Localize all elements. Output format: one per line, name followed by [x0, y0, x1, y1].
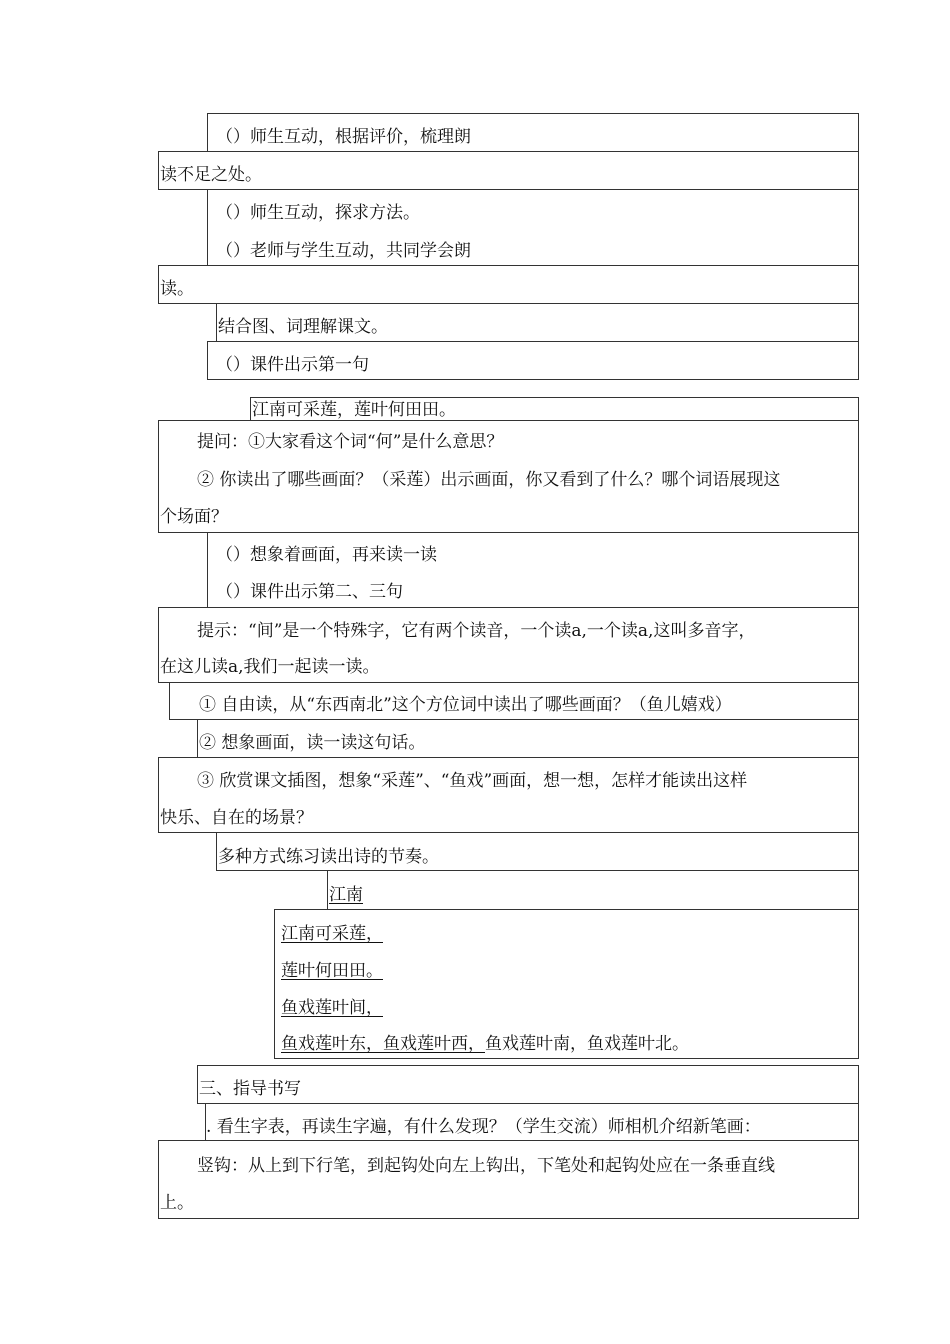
text-line-9: 提问：①大家看这个词“何”是什么意思？ — [197, 432, 504, 452]
text-line-5: 读。 — [160, 279, 194, 299]
poem-title: 江南 — [329, 885, 363, 905]
text-line-16: ① 自由读，从“东西南北”这个方位词中读出了哪些画面？（鱼儿嬉戏） — [199, 695, 732, 715]
text-line-8: 江南可采莲，莲叶何田田。 — [252, 400, 456, 420]
box-4 — [158, 265, 859, 304]
text-line-24: 上。 — [160, 1193, 194, 1213]
text-line-19: 快乐、自在的场景？ — [160, 808, 313, 828]
poem-line-3: 鱼戏莲叶间， — [281, 998, 383, 1018]
text-line-11: 个场面？ — [160, 507, 228, 527]
text-line-12: （）想象着画面，再来读一读 — [216, 545, 437, 565]
poem-line-4 — [281, 1034, 689, 1054]
text-line-14: 提示：“间”是一个特殊字，它有两个读音，一个读a,一个读a,这叫多音字， — [197, 621, 756, 641]
text-line-18: ③ 欣赏课文插图，想象“采莲”、“鱼戏”画面，想一想，怎样才能读出这样 — [197, 771, 748, 791]
text-line-22: . 看生字表，再读生字遍，有什么发现？（学生交流）师相机介绍新笔画： — [206, 1117, 761, 1137]
poem-line-1: 江南可采莲， — [281, 924, 383, 944]
text-line-4: （）老师与学生互动，共同学会朗 — [216, 241, 471, 261]
section-heading: 三、指导书写 — [199, 1079, 301, 1099]
text-line-7: （）课件出示第一句 — [216, 355, 369, 375]
text-line-6: 结合图、词理解课文。 — [218, 317, 388, 337]
text-line-3: （）师生互动，探求方法。 — [216, 203, 420, 223]
box-15 — [327, 870, 859, 910]
poem-line-4-rest: 鱼戏莲叶南，鱼戏莲叶北。 — [485, 1034, 689, 1054]
text-line-23: 竖钩：从上到下行笔，到起钩处向左上钩出，下笔处和起钩处应在一条垂直线 — [197, 1156, 775, 1176]
text-line-1: （）师生互动，根据评价，梳理朗 — [216, 127, 471, 147]
box-2 — [158, 151, 859, 190]
text-line-10: ② 你读出了哪些画面？（采莲）出示画面，你又看到了什么？哪个词语展现这 — [197, 470, 781, 490]
poem-line-4-underlined: 鱼戏莲叶东，鱼戏莲叶西， — [281, 1034, 485, 1054]
text-line-17: ② 想象画面，读一读这句话。 — [199, 733, 426, 753]
text-line-2: 读不足之处。 — [160, 165, 262, 185]
text-line-13: （）课件出示第二、三句 — [216, 582, 403, 602]
poem-line-2: 莲叶何田田。 — [281, 961, 383, 981]
text-line-20: 多种方式练习读出诗的节奏。 — [218, 847, 439, 867]
text-line-15: 在这儿读a,我们一起读一读。 — [160, 657, 380, 677]
box-19 — [158, 1140, 859, 1219]
